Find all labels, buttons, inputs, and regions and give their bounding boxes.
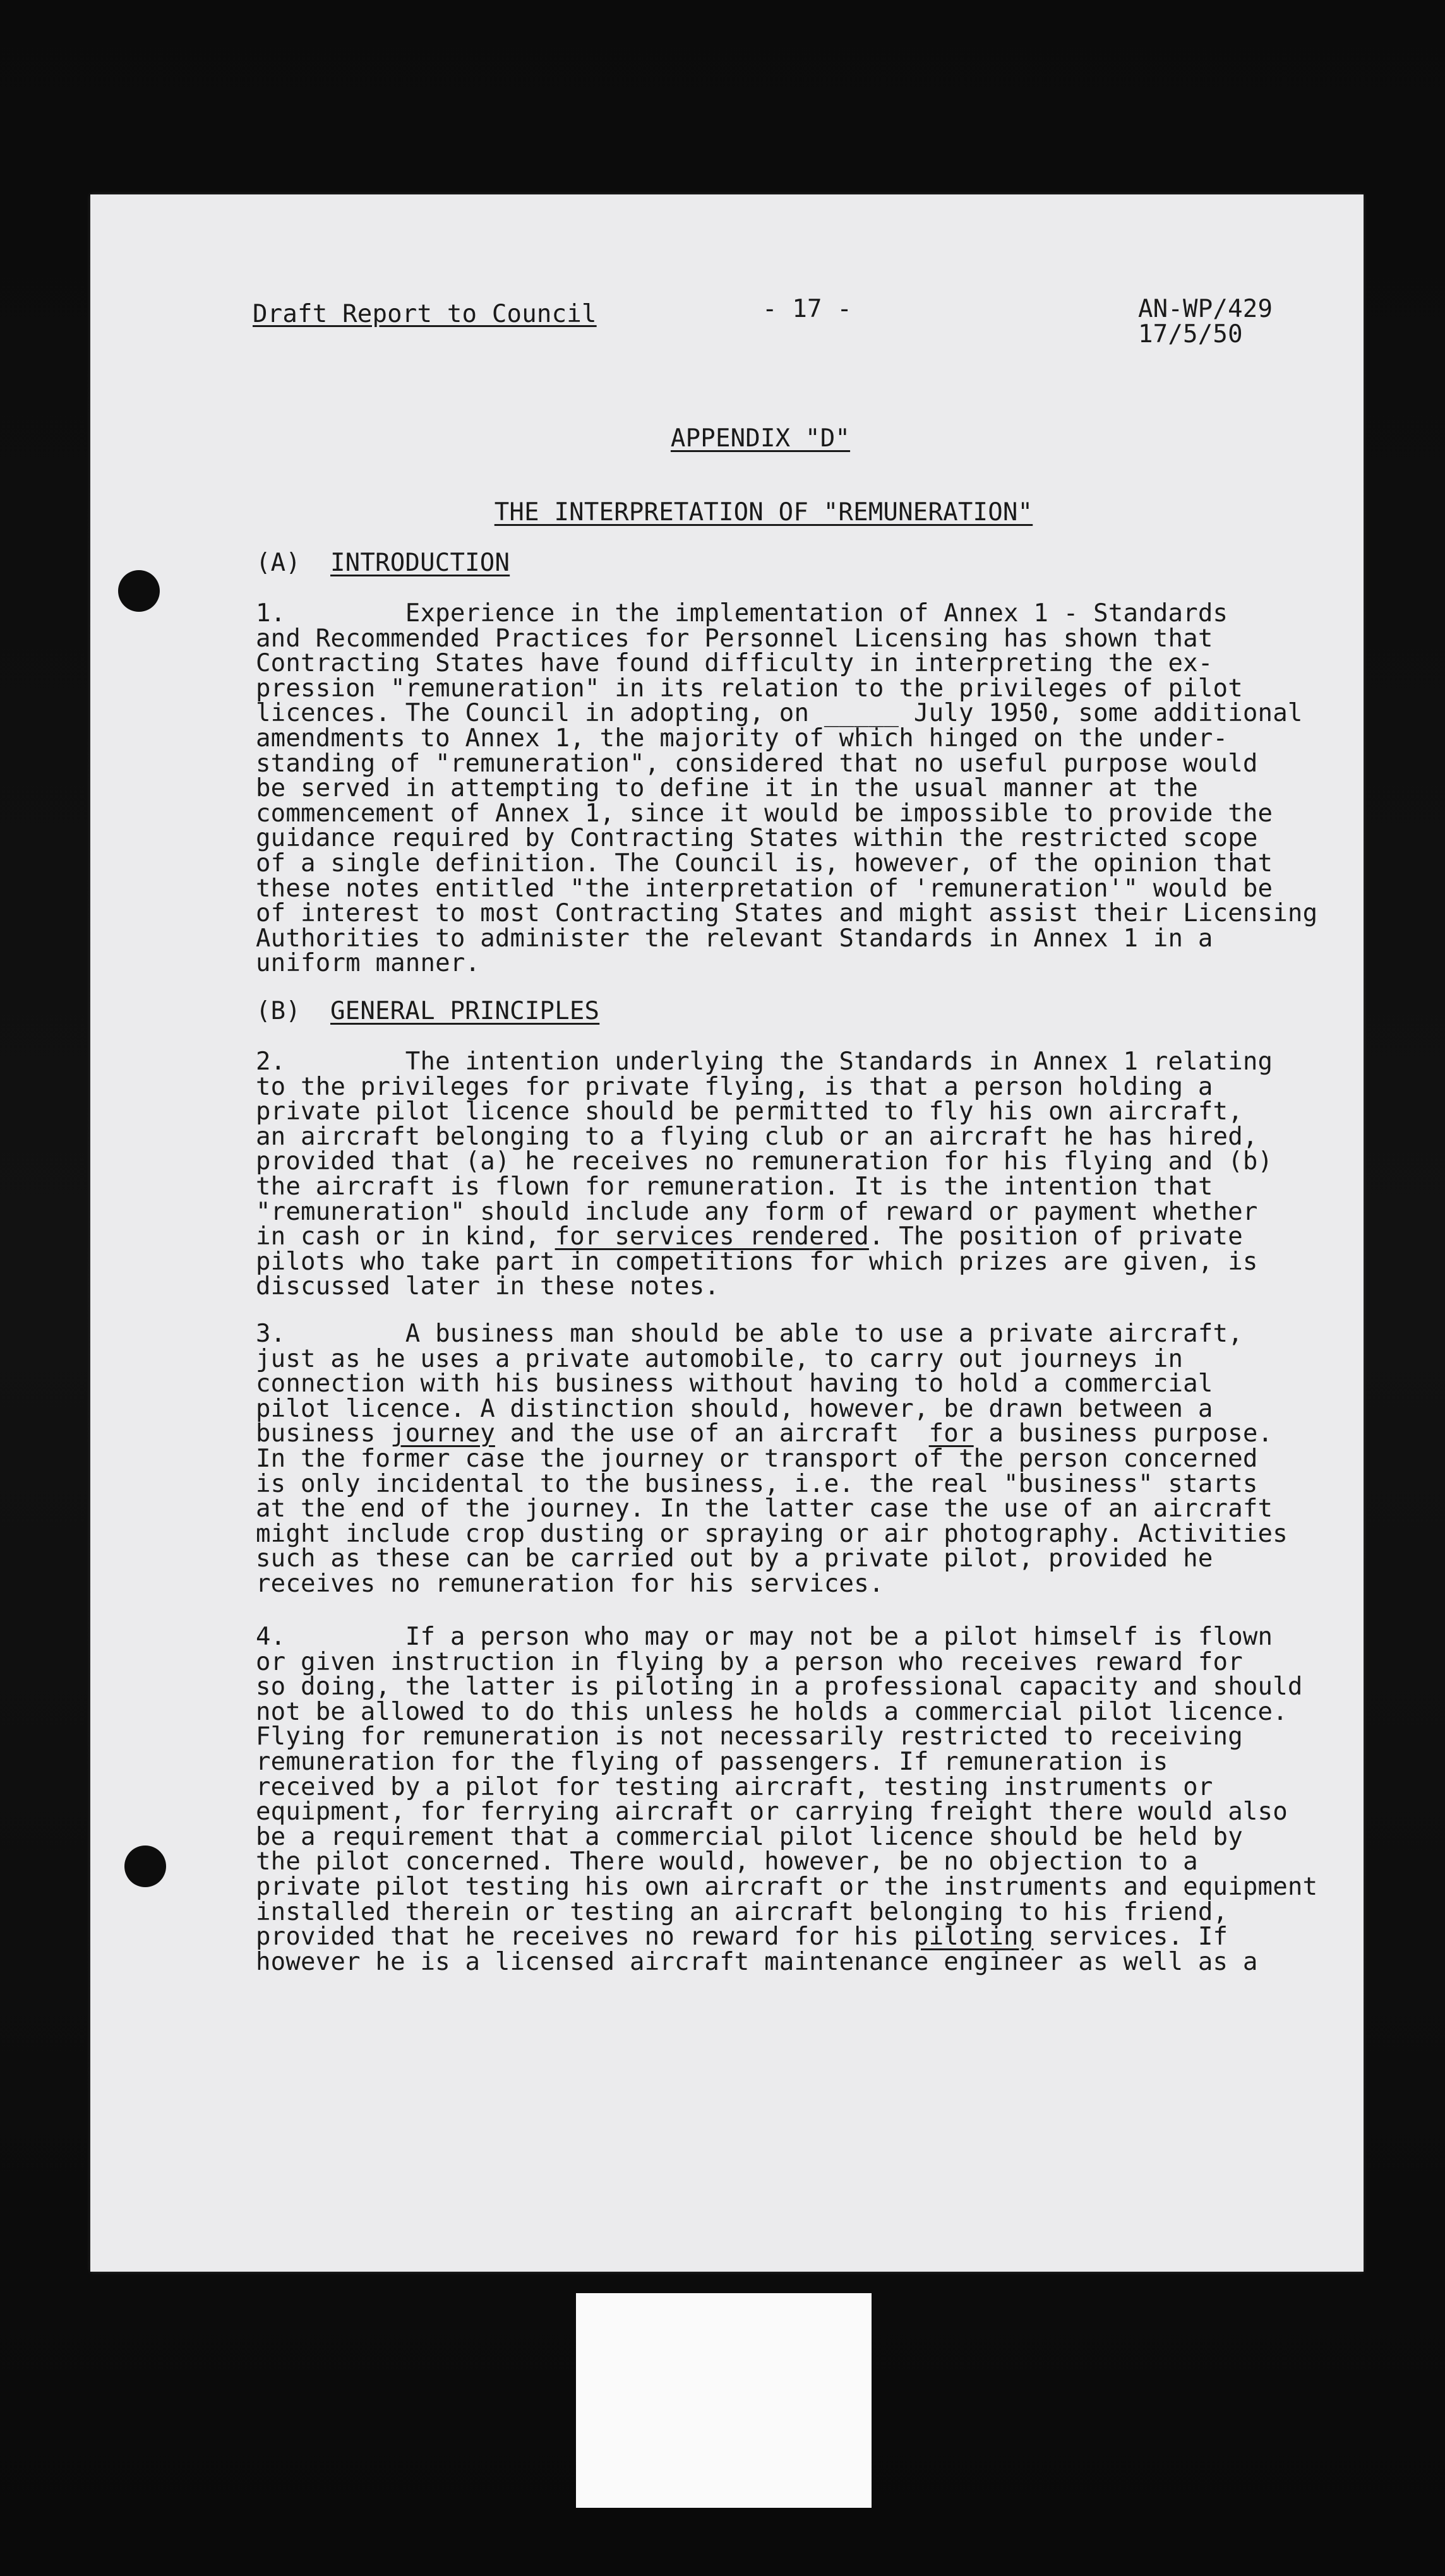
paragraph-line: Authorities to administer the relevant Standards in Annex 1 in a: [256, 924, 1213, 953]
paragraph-line: Contracting States have found difficulty in interpreting the ex-: [256, 649, 1213, 678]
paragraph-line: so doing, the latter is piloting in a professional capacity and should: [256, 1673, 1303, 1702]
section-label: INTRODUCTION: [330, 549, 510, 577]
paragraph-line: remuneration for the flying of passengers. If remuneration is: [256, 1747, 1168, 1776]
section-label: GENERAL PRINCIPLES: [330, 997, 600, 1025]
paragraph-line: equipment, for ferrying aircraft or carrying freight there would also: [256, 1798, 1288, 1827]
paragraph-line: 4. If a person who may or may not be a pilot himself is flown: [256, 1623, 1273, 1651]
paragraph-line: receives no remuneration for his services.: [256, 1569, 884, 1598]
paragraph-1: [256, 601, 1329, 976]
underlined-word: journey: [390, 1419, 495, 1448]
paragraph-line: of interest to most Contracting States and might assist their Licensing: [256, 899, 1318, 928]
paragraph-line: amendments to Annex 1, the majority of which hinged on the under-: [256, 724, 1228, 753]
paragraph-line: at the end of the journey. In the latter case the use of an aircraft: [256, 1494, 1273, 1524]
paragraph-line: [256, 1421, 1329, 1446]
appendix-title: APPENDIX "D": [670, 424, 851, 453]
paragraph-line: In the former case the journey or transport of the person concerned: [256, 1444, 1258, 1473]
film-label-strip: [576, 2293, 872, 2508]
paragraph-line: connection with his business without having to hold a commercial: [256, 1369, 1213, 1398]
paragraph-line: discussed later in these notes.: [256, 1272, 720, 1301]
text-run: . The position of private: [868, 1222, 1243, 1251]
section-number: (A): [256, 549, 301, 577]
underlined-phrase: for services rendered: [555, 1222, 869, 1251]
paragraph-line: might include crop dusting or spraying or air photography. Activities: [256, 1519, 1288, 1548]
text-run: services. If: [1033, 1923, 1228, 1952]
paragraph-line: uniform manner.: [256, 949, 481, 978]
paragraph-line: of a single definition. The Council is, however, of the opinion that: [256, 849, 1273, 878]
paragraph-line: "remuneration" should include any form of reward or payment whether: [256, 1197, 1258, 1226]
paragraph-line: 3. A business man should be able to use a private aircraft,: [256, 1320, 1243, 1348]
paragraph-line: commencement of Annex 1, since it would be impossible to provide the: [256, 799, 1273, 828]
document-reference: [1138, 297, 1273, 347]
paragraph-line: to the privileges for private flying, is that a person holding a: [256, 1072, 1213, 1101]
paragraph-line: just as he uses a private automobile, to carry out journeys in: [256, 1344, 1184, 1373]
paragraph-line: 2. The intention underlying the Standards in Annex 1 relating: [256, 1047, 1273, 1076]
paragraph-line: installed therein or testing an aircraft belonging to his friend,: [256, 1897, 1228, 1926]
paragraph-line: standing of "remuneration", considered that no useful purpose would: [256, 749, 1258, 778]
paragraph-line: is only incidental to the business, i.e. the real "business" starts: [256, 1469, 1258, 1498]
paragraph-line: 1. Experience in the implementation of Annex 1 - Standards: [256, 599, 1228, 628]
paragraph-line: private pilot testing his own aircraft or the instruments and equipment: [256, 1872, 1318, 1901]
main-title: THE INTERPRETATION OF "REMUNERATION": [494, 498, 1033, 527]
section-number: (B): [256, 997, 301, 1025]
reference-date: 17/5/50: [1138, 320, 1243, 349]
paragraph-line: such as these can be carried out by a private pilot, provided he: [256, 1544, 1213, 1573]
underlined-word: piloting: [913, 1923, 1034, 1952]
paragraph-line: [256, 1224, 1329, 1249]
paragraph-line: Flying for remuneration is not necessarily restricted to receiving: [256, 1722, 1243, 1751]
paragraph-line: pression "remuneration" in its relation to the privileges of pilot: [256, 674, 1243, 703]
text-run: in cash or in kind,: [256, 1222, 555, 1251]
section-heading-general-principles: [256, 999, 599, 1024]
header-left: Draft Report to Council: [253, 300, 597, 328]
text-run: business: [256, 1419, 391, 1448]
paragraph-line: the pilot concerned. There would, however, be no objection to a: [256, 1847, 1198, 1876]
paragraph-line: or given instruction in flying by a person who receives reward for: [256, 1647, 1243, 1676]
paragraph-line: be served in attempting to define it in the usual manner at the: [256, 774, 1198, 803]
paragraph-line: guidance required by Contracting States within the restricted scope: [256, 824, 1258, 853]
text-run: and the use of an aircraft: [495, 1419, 929, 1448]
reference-code: AN-WP/429: [1138, 295, 1273, 323]
paragraph-4: [256, 1625, 1329, 1974]
paragraph-line: provided that (a) he receives no remuneration for his flying and (b): [256, 1147, 1273, 1176]
punch-hole-bottom: [124, 1846, 166, 1887]
underlined-word: for: [928, 1419, 974, 1448]
page-number: - 17 -: [762, 295, 853, 323]
paragraph-line: private pilot licence should be permitted to fly his own aircraft,: [256, 1097, 1243, 1126]
paragraph-line: be a requirement that a commercial pilot licence should be held by: [256, 1822, 1243, 1851]
paragraph-line: the aircraft is flown for remuneration. It is the intention that: [256, 1172, 1213, 1201]
paragraph-2: [256, 1049, 1329, 1299]
text-run: provided that he receives no reward for his: [256, 1923, 914, 1952]
paragraph-line: received by a pilot for testing aircraft, testing instruments or: [256, 1772, 1213, 1801]
punch-hole-top: [118, 570, 160, 612]
text-run: a business purpose.: [973, 1419, 1273, 1448]
paragraph-line: and Recommended Practices for Personnel Licensing has shown that: [256, 624, 1213, 653]
paragraph-line: these notes entitled "the interpretation of 'remuneration'" would be: [256, 874, 1273, 903]
paragraph-line: [256, 1924, 1329, 1950]
paragraph-3: [256, 1321, 1329, 1597]
paragraph-line: licences. The Council in adopting, on _____ July 1950, some additional: [256, 699, 1303, 728]
paragraph-line: an aircraft belonging to a flying club or an aircraft he has hired,: [256, 1122, 1258, 1151]
section-heading-introduction: [256, 551, 510, 576]
paragraph-line: however he is a licensed aircraft maintenance engineer as well as a: [256, 1947, 1258, 1976]
paragraph-line: pilots who take part in competitions for which prizes are given, is: [256, 1247, 1258, 1276]
paragraph-line: pilot licence. A distinction should, however, be drawn between a: [256, 1394, 1213, 1423]
paragraph-line: not be allowed to do this unless he holds a commercial pilot licence.: [256, 1697, 1288, 1726]
